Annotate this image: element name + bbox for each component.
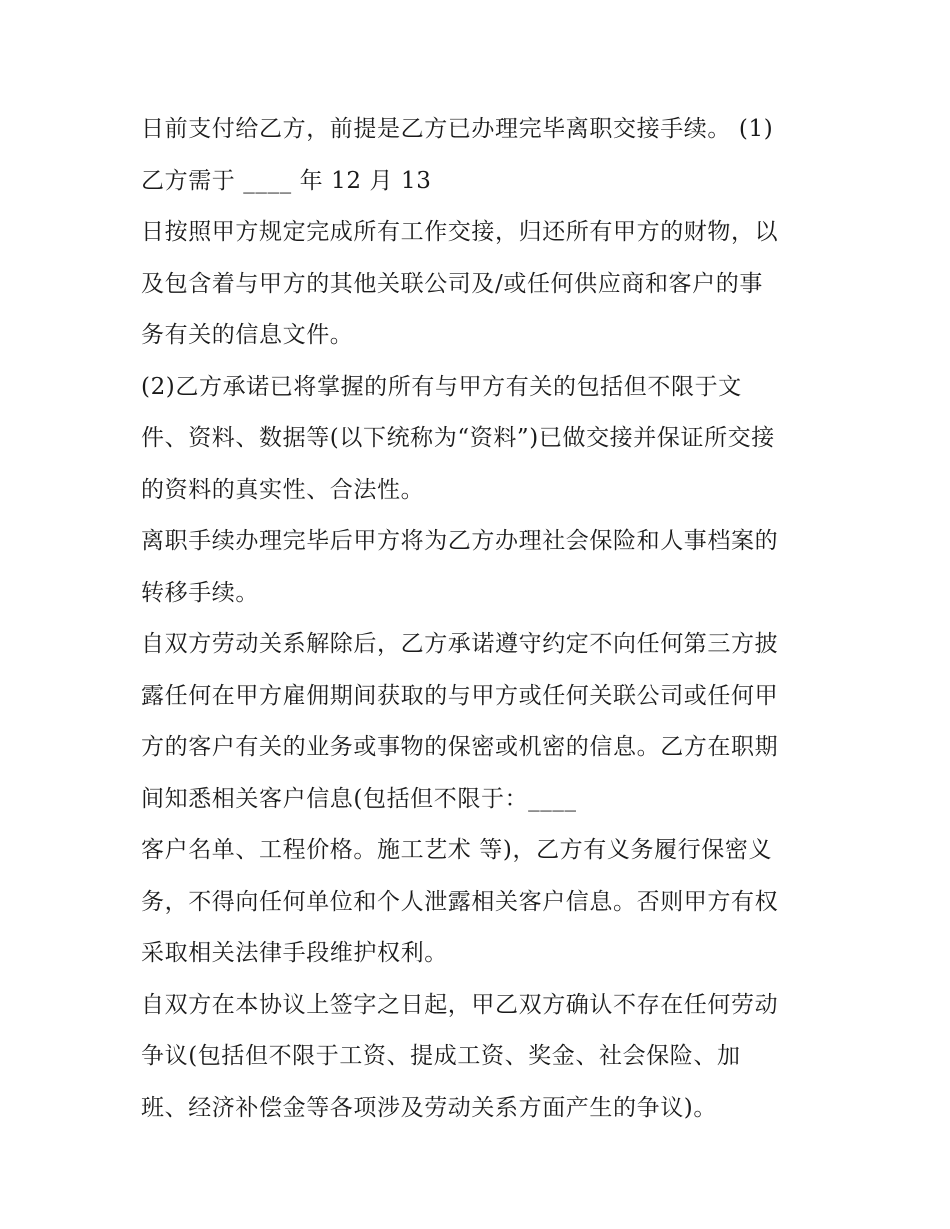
- text-line: 自双方劳动关系解除后，乙方承诺遵守约定不向任何第三方披: [141, 631, 779, 657]
- text-line: 离职手续办理完毕后甲方将为乙方办理社会保险和人事档案的: [141, 528, 779, 554]
- text-line: 的资料的真实性、合法性。: [141, 476, 425, 503]
- text-line: 采取相关法律手段维护权利。: [141, 940, 448, 966]
- text-line: 露任何在甲方雇佣期间获取的与甲方或任何关联公司或任何甲: [141, 682, 779, 709]
- text-line: 日按照甲方规定完成所有工作交接，归还所有甲方的财物，以: [141, 219, 779, 245]
- document-body: [141, 104, 821, 1134]
- text-line: 转移手续。: [141, 579, 259, 606]
- text-line: 方的客户有关的业务或事物的保密或机密的信息。乙方在职期: [141, 734, 779, 760]
- text-line: 班、经济补偿金等各项涉及劳动关系方面产生的争议)。: [141, 1094, 717, 1121]
- text-line: 自双方在本协议上签字之日起，甲乙双方确认不存在任何劳动: [141, 991, 779, 1018]
- text-line: 客户名单、工程价格。施工艺术 等)，乙方有义务履行保密义: [141, 837, 773, 863]
- text-line: 务，不得向任何单位和个人泄露相关客户信息。否则甲方有权: [141, 888, 779, 915]
- text-line: 争议(包括但不限于工资、提成工资、奖金、社会保险、加: [141, 1043, 741, 1069]
- text-line: (2)乙方承诺已将掌握的所有与甲方有关的包括但不限于文: [141, 373, 742, 400]
- text-line: 务有关的信息文件。: [141, 322, 354, 348]
- text-line: 及包含着与甲方的其他关联公司及/或任何供应商和客户的事: [141, 270, 763, 297]
- text-line: 日前支付给乙方，前提是乙方已办理完毕离职交接手续。 (1): [141, 116, 774, 142]
- text-line: 间知悉相关客户信息(包括但不限于：____: [141, 785, 577, 812]
- text-line: 乙方需于 ____ 年 12 月 13: [141, 167, 432, 194]
- text-line: 件、资料、数据等(以下统称为“资料”)已做交接并保证所交接: [141, 425, 775, 451]
